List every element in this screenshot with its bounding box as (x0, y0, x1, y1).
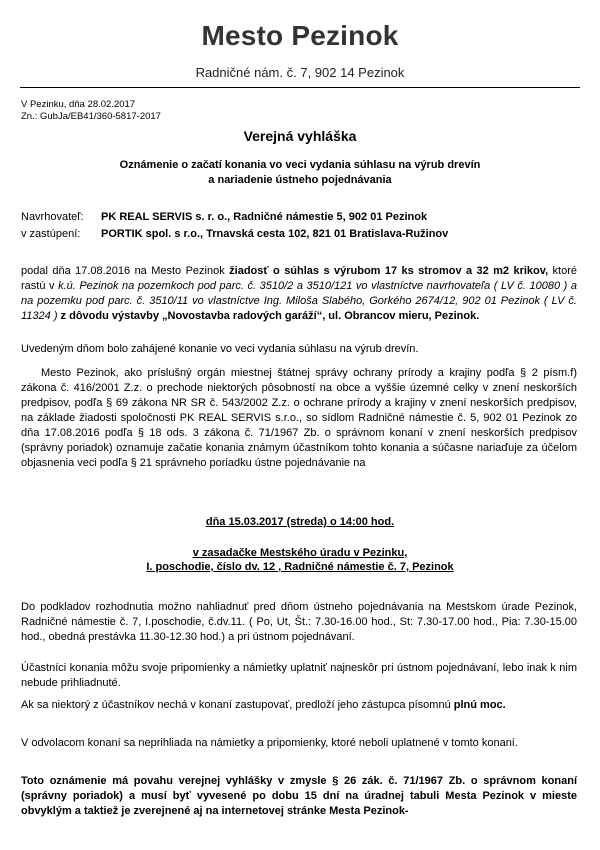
initiation-paragraph: Uvedeným dňom bolo zahájené konanie vo veci vydania súhlasu na výrub drevín. (21, 343, 419, 355)
request-text-reason: z dôvodu výstavby „Novostavba radových garáží“, ul. Obrancov mieru, Pezinok. (57, 310, 480, 322)
request-text-bold: žiadosť o súhlas s výrubom 17 ks stromov a 32 m2 krikov, (229, 265, 549, 277)
authority-paragraph: Mesto Pezinok, ako príslušný orgán miestnej štátnej správy ochrany prírody a krajiny podľa § 2 písm.f) zákona č. 416/2001 Z.z. o prechode niektorých pôsobností na obce a vyššie územné celky v znení neskorších predpisov, podľa § 69 zákona NR SR č. 543/2002 Z.z. o ochrane prírody a krajiny v znení neskorších predpisov, na základe žiadosti spoločnosti PK REAL SERVIS s.r.o., so sídlom Radničné námestie č. 5, 902 01 Pezinok zo dňa 17.08.2016 podľa § 18 ods. 3 zákona č. 71/1967 Zb. o správnom konaní v znení neskorších predpisov (správny poriadok) oznamuje začatie konania známym účastníkom tohto konania a súčasne nariaďuje za účelom objasnenia veci podľa § 21 správneho poriadku ústne pojednávanie na (21, 367, 577, 469)
subject-line-2: a nariadenie ústneho pojednávania (208, 174, 392, 186)
public-notice-paragraph: Toto oznámenie má povahu verejnej vyhlášky v zmysle § 26 zák. č. 71/1967 Zb. o správnom konaní (správny poriadok) a musí byť vyvesené po dobu 15 dní na úradnej tabuli Mesta Pezinok v mieste obvyklým a taktiež je zverejnené aj na internetovej stránke Mesta Pezinok- (21, 775, 577, 817)
objections-paragraph: Účastníci konania môžu svoje pripomienky a námietky uplatniť najneskôr pri ústnom pojednávaní, lebo inak k nim nebude prihliadnuté. (21, 662, 577, 689)
representative-row (21, 227, 448, 242)
office-address: Radničné nám. č. 7, 902 14 Pezinok (195, 65, 405, 80)
power-of-attorney: plnú moc. (453, 699, 506, 711)
hearing-place-line-1: v zasadačke Mestského úradu v Pezinku, (192, 547, 408, 559)
page-title: Mesto Pezinok (201, 20, 399, 51)
header-divider (20, 87, 580, 88)
representative-value: PORTIK spol. s r.o., Trnavská cesta 102, 821 01 Bratislava-Ružinov (101, 228, 449, 240)
proposer-value: PK REAL SERVIS s. r. o., Radničné námestie 5, 902 01 Pezinok (101, 211, 428, 223)
request-paragraph (21, 264, 577, 324)
hearing-place-line-2: I. poschodie, číslo dv. 12 , Radničné námestie č. 7, Pezinok (146, 561, 454, 573)
request-text-italic: k.ú. Pezinok na pozemkoch pod parc. č. 3510/2 a 3510/121 vo vlastníctve navrhovateľa ( LV č. 10080 ) a na pozemku pod parc. č. 3510/11 vo vlastníctve Ing. Miloša Slabého, Gorkého 2674/12, 902 01 Pezinok ( LV č. 11324 ) (21, 280, 577, 322)
subject-line-1: Oznámenie o začatí konania vo veci vydania súhlasu na výrub drevín (119, 159, 481, 171)
date-line: V Pezinku, dňa 28.02.2017 (21, 99, 136, 110)
proposer-label: Navrhovateľ: (21, 211, 84, 223)
representation-text: Ak sa niektorý z účastníkov nechá v konaní zastupovať, predloží jeho zástupca písomnú (21, 699, 454, 711)
appeal-paragraph: V odvolacom konaní sa neprihliada na námietky a pripomienky, ktoré neboli uplatnené v tomto konaní. (21, 737, 518, 749)
proposer-row (21, 210, 427, 225)
request-text-a: podal dňa 17.08.2016 na Mesto Pezinok (21, 265, 230, 277)
representative-label: v zastúpení: (21, 228, 81, 240)
request-text-c: ktoré rastú v (21, 265, 577, 292)
document-heading: Verejná vyhláška (243, 128, 357, 144)
hearing-date: dňa 15.03.2017 (streda) o 14:00 hod. (205, 516, 395, 528)
reference-number: Zn.: GubJa/EB41/360-5817-2017 (21, 111, 161, 122)
documents-paragraph: Do podkladov rozhodnutia možno nahliadnuť pred dňom ústneho pojednávania na Mestskom úrade Pezinok, Radničné námestie č. 7, I.poschodie, č.dv.11. ( Po, Ut, Št.: 7.30-16.00 hod., St: 7.30-17.00 hod., Pia: 7.30-15.00 hod., obedná prestávka 11.30-12.30 hod.) a pri ústnom pojednávaní. (21, 601, 577, 643)
representation-paragraph (21, 698, 577, 713)
